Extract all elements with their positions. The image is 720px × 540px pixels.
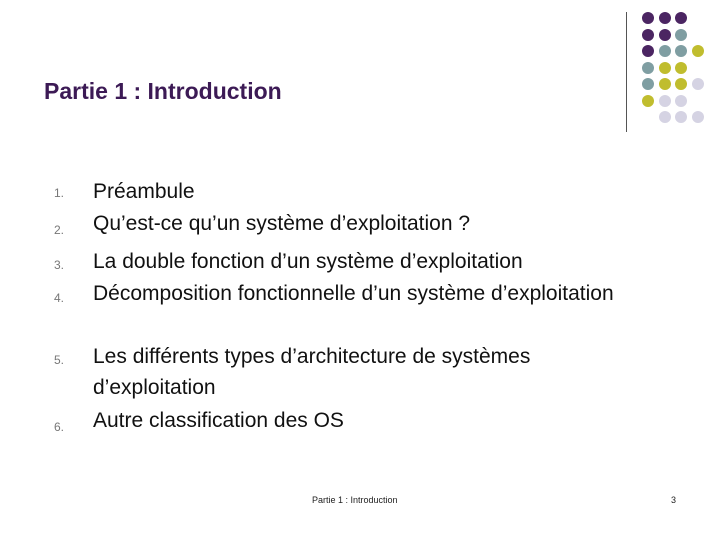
item-text: Autre classification des OS [93,409,344,432]
footer-title: Partie 1 : Introduction [312,495,398,505]
item-text: Décomposition fonctionnelle d’un système d’exploitation [93,282,614,305]
item-number: 3. [54,258,65,272]
page-number: 3 [671,495,677,505]
item-number: 2. [54,223,65,237]
item-number: 6. [54,420,65,434]
item-text: Qu’est-ce qu’un système d’exploitation ? [93,212,471,235]
item-number: 5. [54,353,65,367]
slide-title: Partie 1 : Introduction [44,78,282,104]
item-number: 1. [54,186,65,200]
item-text: Préambule [93,180,195,203]
item-number: 4. [54,291,65,305]
item-text: Les différents types d’architecture de systèmes d’exploitation [93,345,531,399]
item-text: La double fonction d’un système d’exploitation [93,250,523,273]
